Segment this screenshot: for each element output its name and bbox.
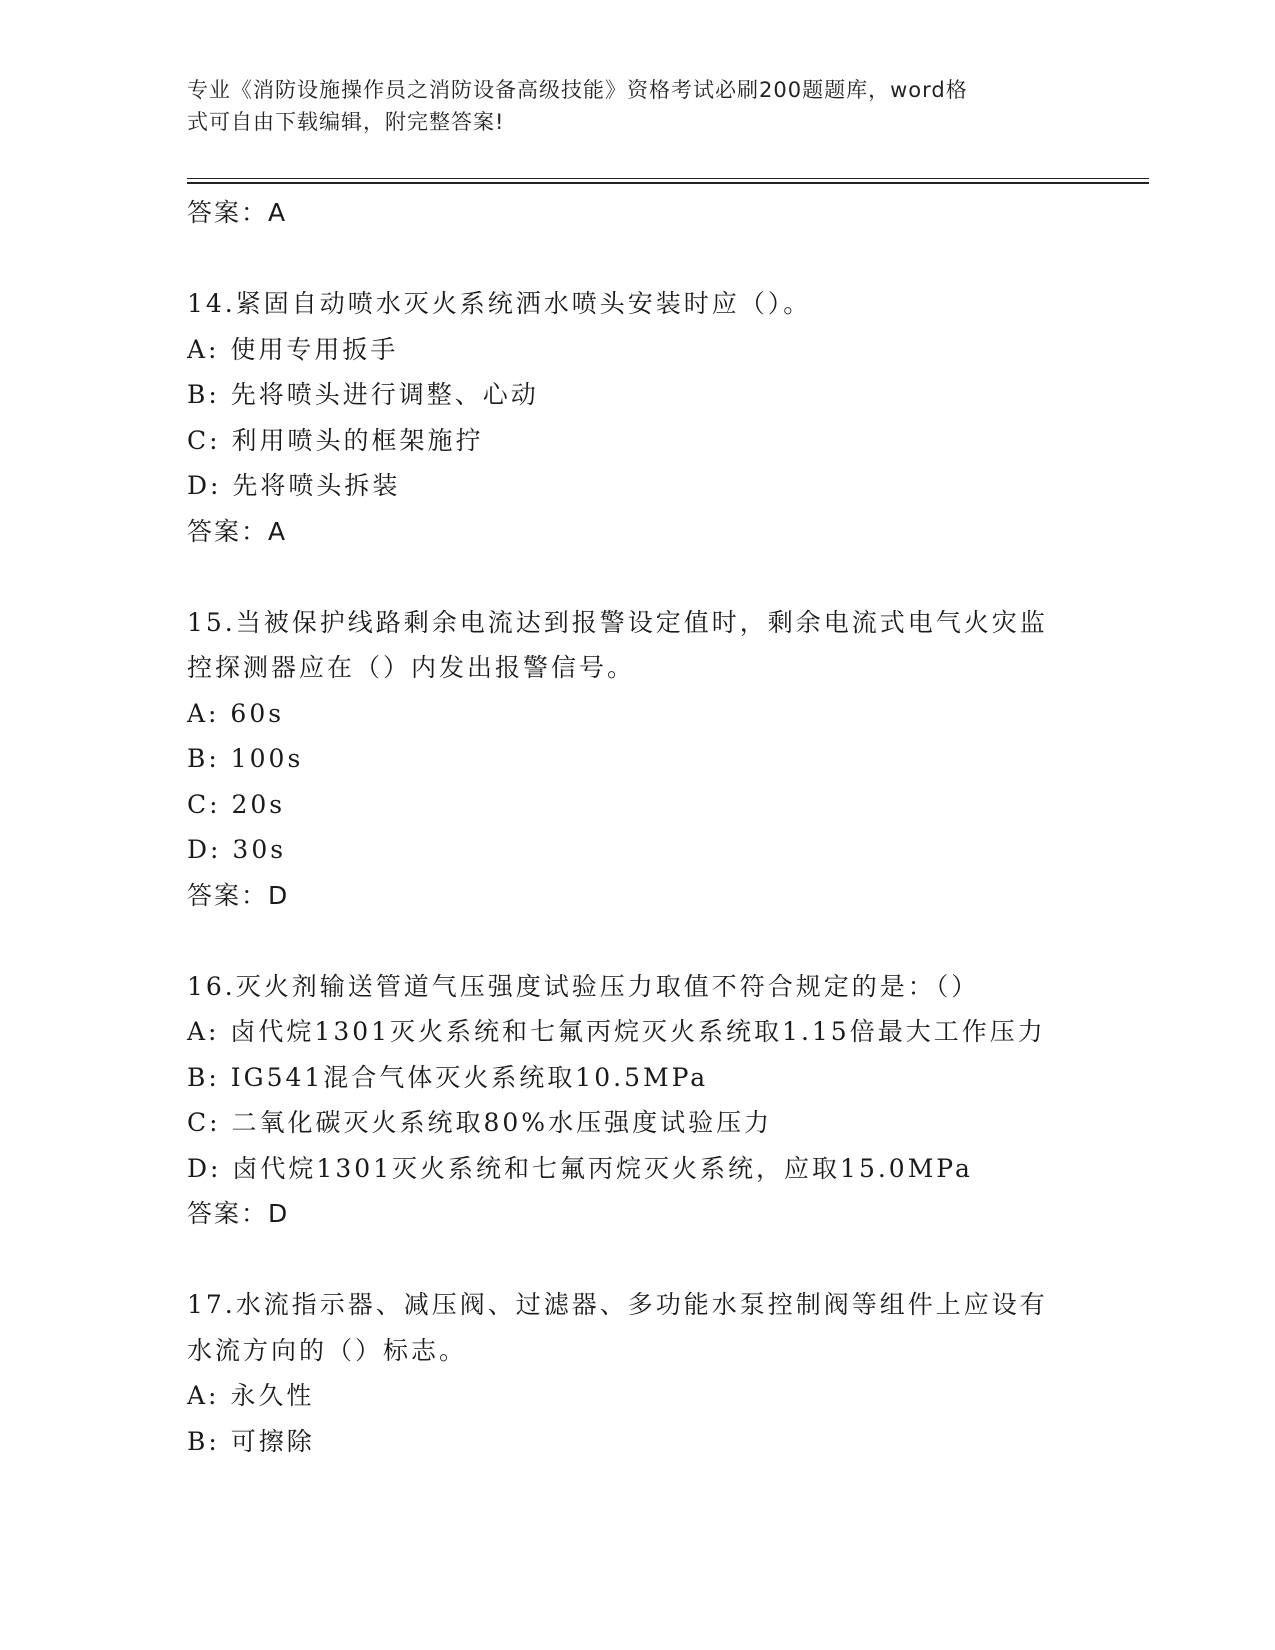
question-text: 16.灭火剂输送管道气压强度试验压力取值不符合规定的是：（） — [187, 971, 980, 1001]
document-body — [187, 190, 1087, 1464]
answer: 答案：D — [187, 880, 290, 910]
spacer — [187, 1237, 1087, 1283]
option-b: B: 100s — [187, 744, 304, 773]
option-d: D: 卤代烷1301灭火系统和七氟丙烷灭火系统，应取15.0MPa — [187, 1153, 973, 1183]
question-17 — [187, 1282, 1087, 1464]
option-a: A: 卤代烷1301灭火系统和七氟丙烷灭火系统取1.15倍最大工作压力 — [187, 1017, 1046, 1046]
header-line-2: 式可自由下载编辑，附完整答案! — [187, 110, 505, 134]
option-c: C: 二氧化碳灭火系统取80%水压强度试验压力 — [187, 1108, 773, 1137]
spacer — [187, 554, 1087, 600]
option-a: A: 永久性 — [187, 1381, 315, 1410]
answer: 答案：A — [187, 516, 288, 546]
option-b: B: 可擦除 — [187, 1426, 315, 1456]
option-b: B: IG541混合气体灭火系统取10.5MPa — [187, 1062, 709, 1092]
header-rule-thin — [187, 178, 1149, 179]
option-a: A: 60s — [187, 698, 285, 728]
question-text-line-2: 控探测器应在（）内发出报警信号。 — [187, 653, 636, 682]
header-rule-thick — [187, 182, 1149, 184]
question-text-line-2: 水流方向的（）标志。 — [187, 1335, 468, 1365]
spacer — [187, 236, 1087, 282]
spacer — [187, 918, 1087, 964]
previous-answer: 答案：A — [187, 198, 288, 227]
question-text-line-1: 15.当被保护线路剩余电流达到报警设定值时，剩余电流式电气火灾监 — [187, 607, 1048, 637]
header-line-1: 专业《消防设施操作员之消防设备高级技能》资格考试必刷200题题库，word格 — [187, 78, 968, 102]
question-text-line-1: 17.水流指示器、减压阀、过滤器、多功能水泵控制阀等组件上应设有 — [187, 1290, 1048, 1319]
page-header — [187, 74, 1067, 138]
question-15 — [187, 600, 1087, 919]
option-d: D: 30s — [187, 835, 287, 864]
option-a: A: 使用专用扳手 — [187, 334, 399, 364]
question-16 — [187, 964, 1087, 1237]
question-text: 14.紧固自动喷水灭火系统洒水喷头安装时应（）。 — [187, 289, 812, 318]
option-c: C: 20s — [187, 789, 286, 819]
option-d: D: 先将喷头拆装 — [187, 471, 401, 500]
option-c: C: 利用喷头的框架施拧 — [187, 425, 484, 455]
answer: 答案：D — [187, 1199, 290, 1228]
option-b: B: 先将喷头进行调整、心动 — [187, 380, 539, 409]
question-14 — [187, 281, 1087, 554]
